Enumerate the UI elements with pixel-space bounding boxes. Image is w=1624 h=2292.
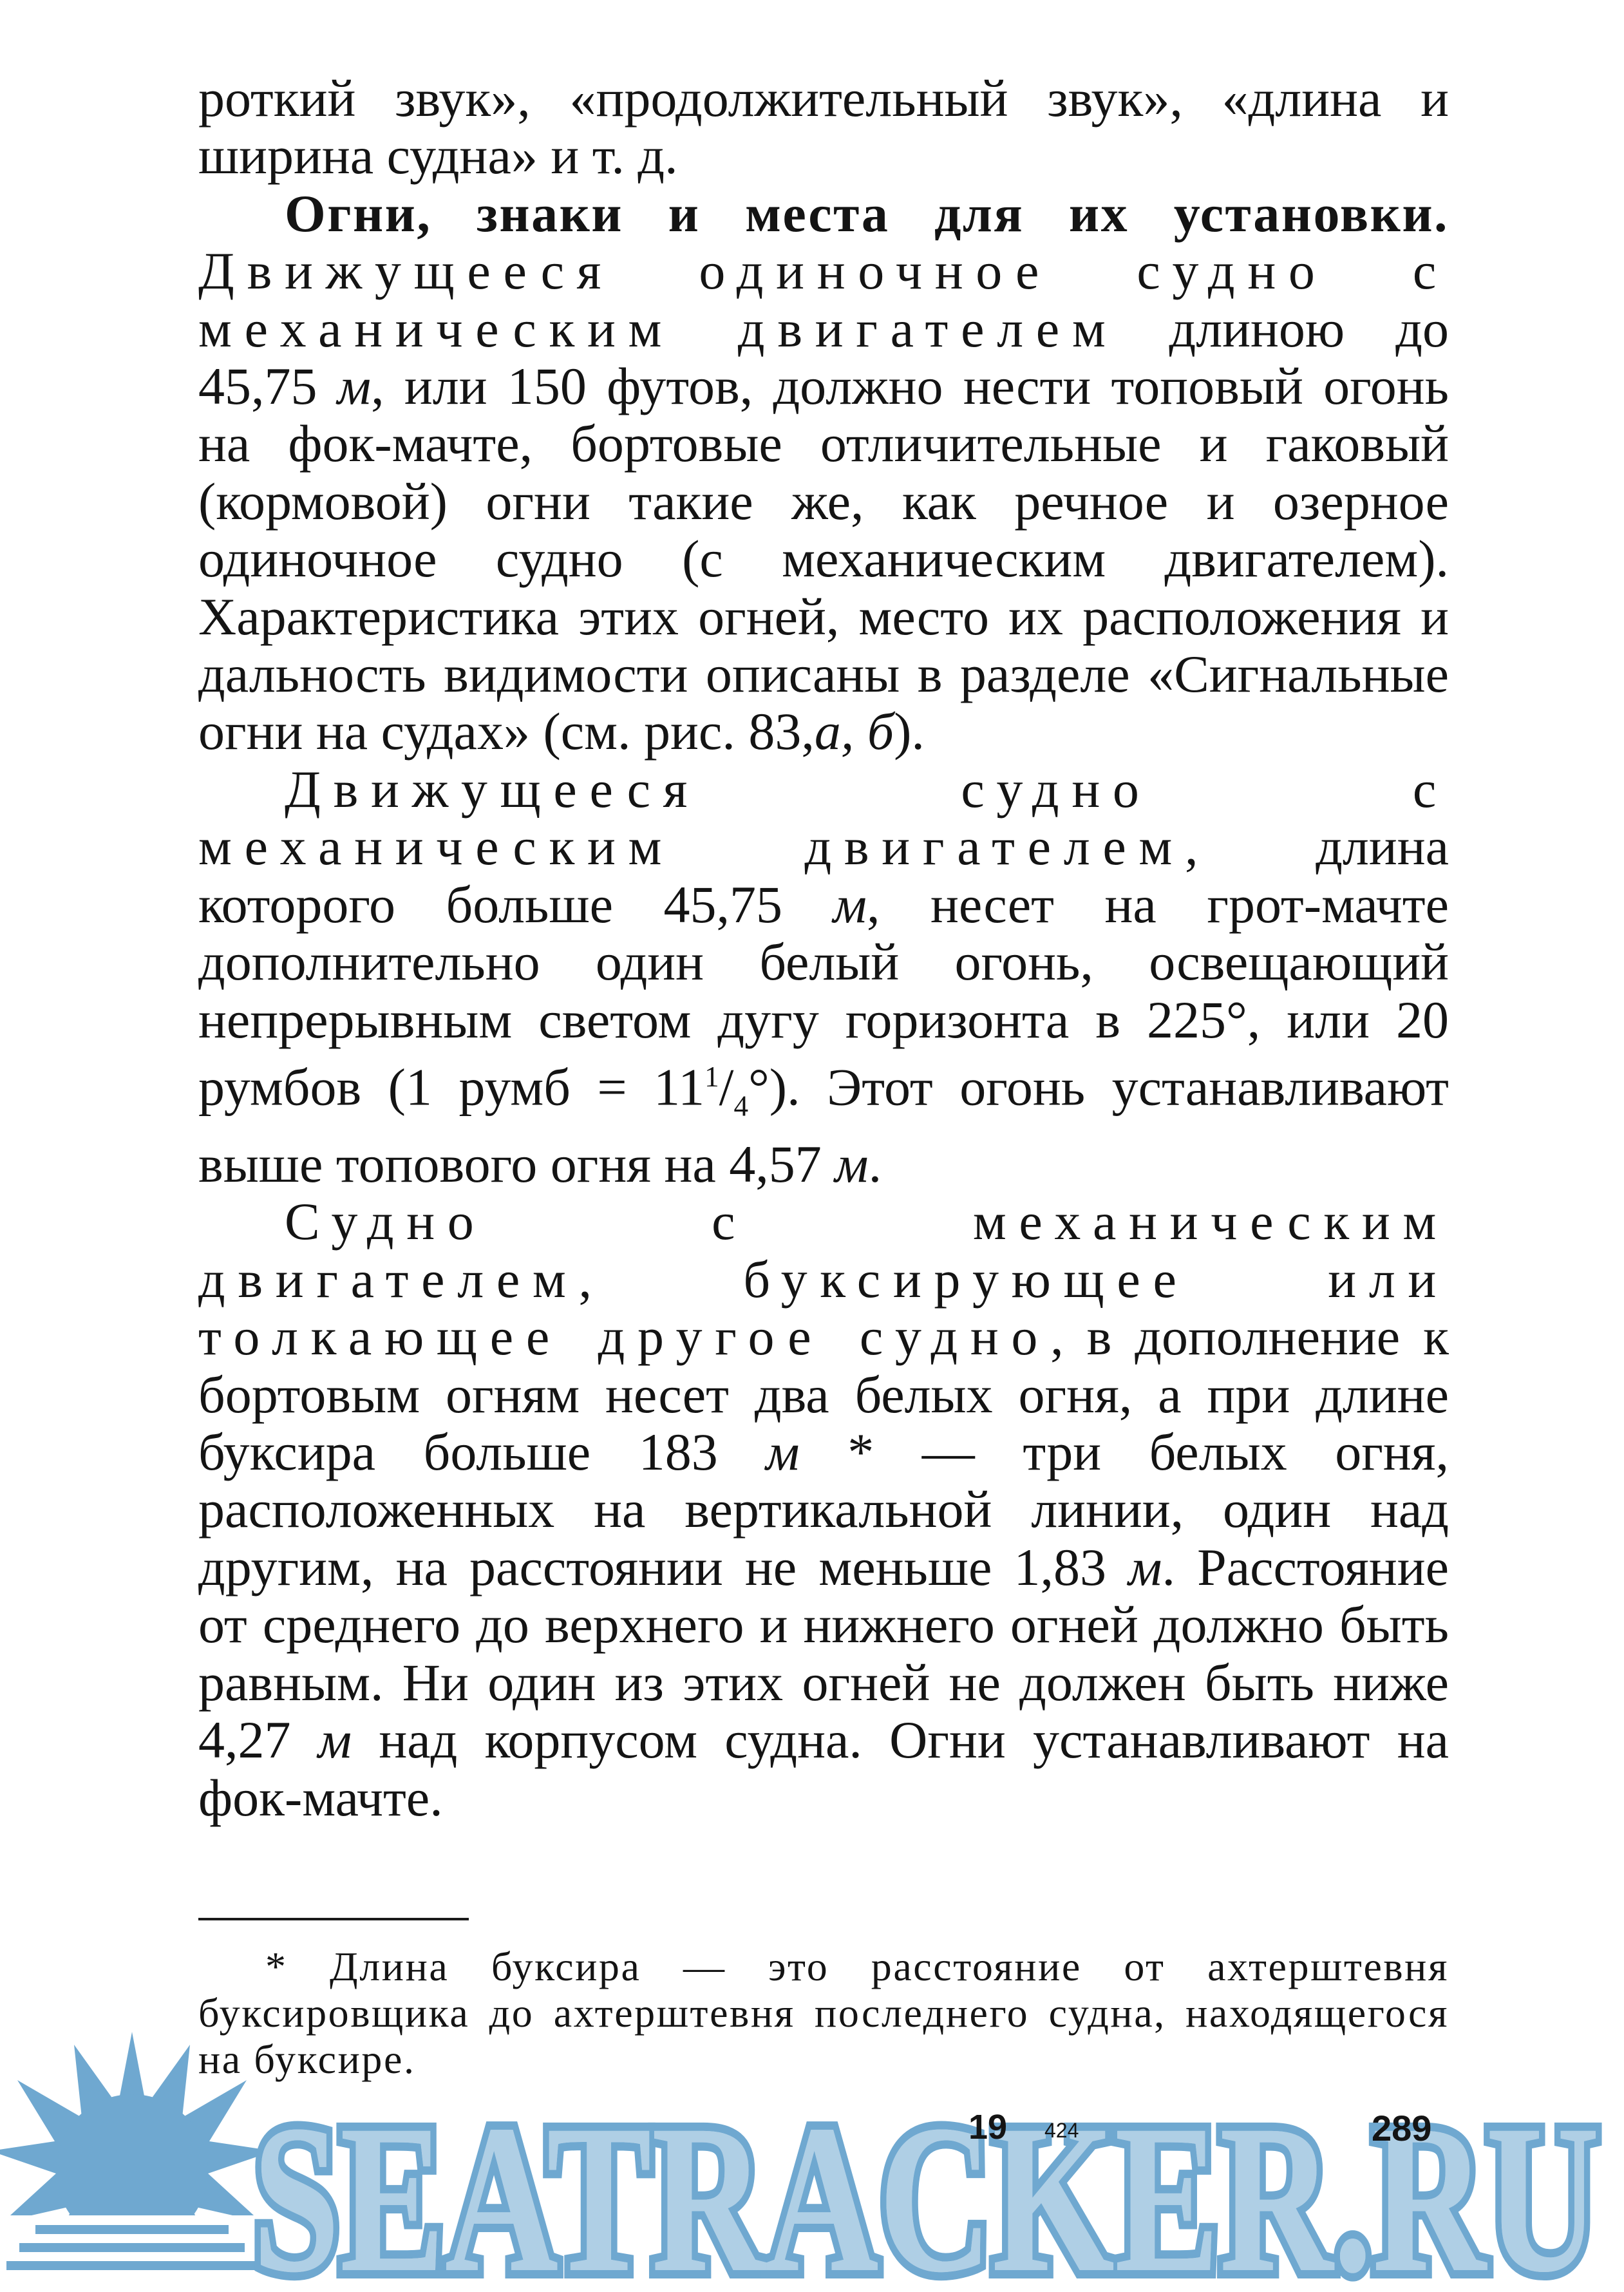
text-run: . Расстояние от среднего до верхнего и нижнего огней должно быть равным. Ни один из этих огней не должен быть ниже 4,27	[198, 1537, 1449, 1770]
unit-meter: м	[337, 357, 372, 416]
figure-reference: а, б	[814, 702, 894, 761]
text-run: длиною до 45,75	[198, 299, 1449, 416]
page-number: 289	[1372, 2108, 1432, 2148]
text-run: , в дополнение к бортовым огням несет два белых огня, а при длине буксира больше 183	[198, 1307, 1449, 1482]
text-run: °). Этот огонь устанавливают выше топового огня на 4,57	[198, 1057, 1449, 1194]
paragraph-continued: роткий звук», «продолжительный звук», «длина и ширина судна» и т. д.	[198, 69, 1449, 185]
sheet-signature: 19	[968, 2108, 1008, 2146]
unit-meter: м	[766, 1423, 800, 1482]
unit-meter: м	[317, 1710, 352, 1770]
text-run: .	[868, 1135, 882, 1194]
text-run: ).	[894, 702, 925, 761]
watermark	[0, 2009, 1624, 2292]
text-run: , длина которого больше 45,75	[198, 817, 1449, 934]
spaced-term: Судно с механическим двигателем, буксирующее или толкающее другое судно	[198, 1192, 1449, 1367]
sun-icon	[0, 2032, 280, 2292]
text-run: , несет на грот-мачте дополнительно один белый огонь, освещающий непрерывным светом дугу горизонта в 225°, или 20 румбов (1 румб = 11	[198, 875, 1449, 1117]
section-heading: Огни, знаки и места для их установки.	[285, 184, 1449, 243]
fraction-numerator: 1	[704, 1060, 719, 1093]
fraction-denominator: 4	[733, 1090, 749, 1122]
paragraph-lights-and-signs	[198, 185, 1449, 761]
main-text	[198, 70, 1449, 1826]
unit-meter: м	[1128, 1537, 1162, 1596]
text-run: * — три белых огня, расположенных на вертикальной линии, один над другим, на расстоянии не меньше 1,83	[198, 1423, 1449, 1596]
unit-meter: м	[833, 875, 867, 934]
watermark-text: SEATRACKER.RU	[252, 2081, 1600, 2292]
text-run: над корпусом судна. Огни устанавливают на фок-мачте.	[198, 1710, 1449, 1827]
footnote-divider	[198, 1918, 469, 1920]
spaced-term: Движущееся судно с механическим двигателем	[198, 759, 1449, 876]
spaced-term: Движущееся одиночное судно с механическим двигателем	[198, 242, 1449, 358]
unit-meter: м	[835, 1135, 869, 1194]
text-run: , или 150 футов, должно нести топовый огонь на фок-мачте, бортовые отличительные и гаковый (кормовой) огни такие же, как речное и озерное одиночное судно (с механическим двигателем). Характеристика этих огней, место их расположения и дальность видимости описаны в разделе «Сигнальные огни на судах» (см. рис. 83,	[198, 357, 1449, 761]
footnote-text: * Длина буксира — это расстояние от ахтерштевня буксировщика до ахтерштевня последнего судна, находящегося на буксире.	[198, 1944, 1449, 2082]
watermark-text-fill: SEATRACKER.RU	[252, 2081, 1600, 2292]
paragraph-long-vessel	[198, 761, 1449, 1193]
order-number: 424	[1044, 2119, 1079, 2142]
fraction-slash: /	[719, 1057, 734, 1117]
paragraph-towing-vessel	[198, 1193, 1449, 1826]
